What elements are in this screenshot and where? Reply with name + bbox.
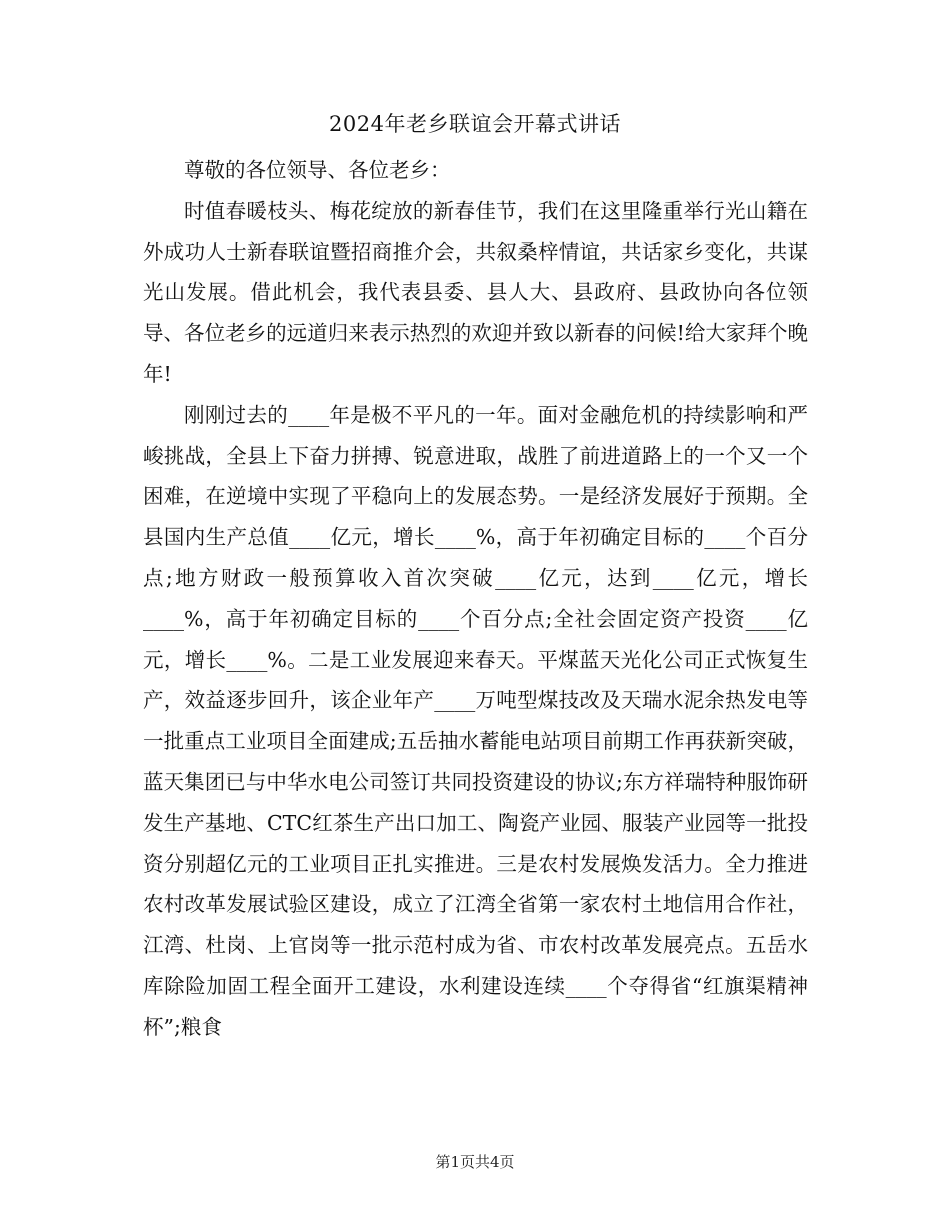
salutation-paragraph: 尊敬的各位领导、各位老乡： [184, 158, 451, 182]
document-title: 2024年老乡联谊会开幕式讲话 [329, 112, 621, 136]
document-body [143, 150, 808, 1048]
page-number-footer: 第1页共4页 [435, 1153, 515, 1171]
body-paragraph: 时值春暖枝头、梅花绽放的新春佳节，我们在这里隆重举行光山籍在外成功人士新春联谊暨招商推介会，共叙桑梓情谊，共话家乡变化，共谋光山发展。借此机会，我代表县委、县人大、县政府、县政协向各位领导、各位老乡的远道归来表示热烈的欢迎并致以新春的问候!给大家拜个晚年! [143, 198, 808, 386]
body-paragraph: 刚刚过去的____年是极不平凡的一年。面对金融危机的持续影响和严峻挑战，全县上下奋力拼搏、锐意进取，战胜了前进道路上的一个又一个困难，在逆境中实现了平稳向上的发展态势。一是经济发展好于预期。全县国内生产总值____亿元，增长____%，高于年初确定目标的____个百分点;地方财政一般预算收入首次突破____亿元，达到____亿元，增长____%，高于年初确定目标的____个百分点;全社会固定资产投资____亿元，增长____%。二是工业发展迎来春天。平煤蓝天光化公司正式恢复生产，效益逐步回升，该企业年产____万吨型煤技改及天瑞水泥余热发电等一批重点工业项目全面建成;五岳抽水蓄能电站项目前期工作再获新突破，蓝天集团已与中华水电公司签订共同投资建设的协议;东方祥瑞特种服饰研发生产基地、CTC红茶生产出口加工、陶瓷产业园、服装产业园等一批投资分别超亿元的工业项目正扎实推进。三是农村发展焕发活力。全力推进农村改革发展试验区建设，成立了江湾全省第一家农村土地信用合作社，江湾、杜岗、上官岗等一批示范村成为省、市农村改革发展亮点。五岳水库除险加固工程全面开工建设，水利建设连续____个夺得省“红旗渠精神杯”;粮食 [143, 402, 808, 1039]
